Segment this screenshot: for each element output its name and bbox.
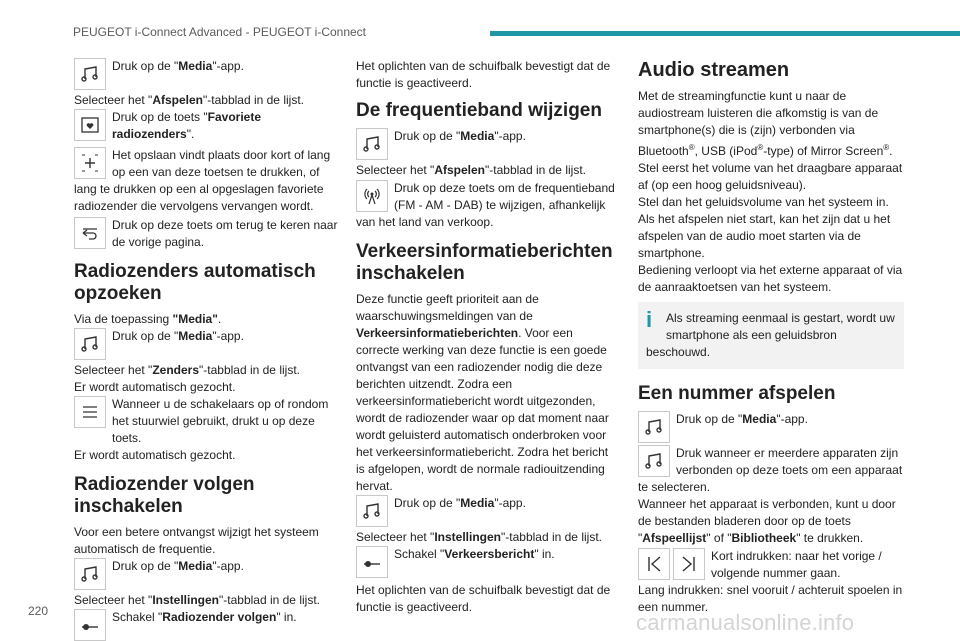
instruction-text: Er wordt automatisch gezocht. [74, 448, 236, 462]
instruction-text: Schakel "Verkeersbericht" in. [394, 547, 555, 561]
instruction-text: Bediening verloopt via het externe apparaat of via de aanraaktoetsen van het systeem. [638, 263, 903, 294]
list-icon[interactable] [74, 396, 106, 428]
instruction-text: Wanneer u de schakelaars op of rondom het stuurwiel gebruikt, drukt u op deze toets. [112, 397, 329, 445]
section-heading: Verkeersinformatieberichten inschakelen [356, 241, 613, 284]
section-heading: Een nummer afspelen [638, 383, 836, 404]
instruction-text: Lang indrukken: snel vooruit / achteruit spoelen in een nummer. [638, 583, 903, 614]
instruction-text: Druk op de toets "Favoriete radiozenders". [112, 110, 262, 141]
instruction-text: Als het afspelen niet start, kan het zijn dat u het afspelen van de audio moet starten via de smartphone. [638, 212, 891, 260]
instruction-text: Selecteer het "Instellingen"-tabblad in de lijst. [74, 593, 320, 607]
info-note [638, 302, 904, 369]
step-save [74, 147, 342, 215]
track-nav-buttons [638, 548, 705, 580]
section-heading: Radiozender volgen inschakelen [74, 474, 255, 517]
step-toggle [74, 609, 342, 641]
music-note-icon[interactable] [356, 495, 388, 527]
instruction-text: Met de streamingfunctie kunt u naar de audiostream luisteren die afkomstig is van de smartphone(s) die is (zijn) verbonden via Bluetooth®, USB (iPod®-type) of Mirror Screen®. [638, 89, 893, 158]
toggle-switch-icon[interactable] [74, 609, 106, 641]
instruction-text: Druk op deze toets om terug te keren naar de vorige pagina. [112, 218, 338, 249]
step-band [356, 180, 618, 231]
music-note-icon[interactable] [74, 328, 106, 360]
page-number: 220 [28, 604, 49, 618]
instruction-text: Deze functie geeft prioriteit aan de waarschuwingsmeldingen van de Verkeersinformatieberichten. Voor een correcte werking van deze functie is een goede ontvangst van een radiozender nodig die deze berichten uitzendt. Zodra een verkeersinformatiebericht wordt uitgezonden, wordt de radiozender waar op dat moment naar wordt geluisterd automatisch onderbroken voor het verkeersinformatiebericht. Zodra het bericht is afgelopen, wordt de normale radiouitzending hervat. [356, 292, 609, 493]
header-accent-bar [490, 31, 960, 36]
instruction-text: Stel eerst het volume van het draagbare apparaat af (op een hoog geluidsniveau). [638, 161, 903, 192]
step-back [74, 217, 342, 251]
step-toggle [356, 546, 618, 578]
note-text: Als streaming eenmaal is gestart, wordt uw smartphone als een geluidsbron beschouwd. [646, 311, 895, 359]
instruction-text: Druk op de "Media"-app. [112, 59, 244, 73]
section-heading: Radiozenders automatisch opzoeken [74, 261, 316, 304]
instruction-text: Selecteer het "Zenders"-tabblad in de lijst. [74, 363, 300, 377]
header-title: PEUGEOT i-Connect Advanced - PEUGEOT i-Connect [73, 25, 367, 39]
next-track-icon[interactable] [673, 548, 705, 580]
instruction-text: Selecteer het "Afspelen"-tabblad in de lijst. [356, 163, 586, 177]
instruction-text: Wanneer het apparaat is verbonden, kunt u door de bestanden bladeren door op de toets "Afspeellijst" of "Bibliotheek" te drukken. [638, 497, 896, 545]
previous-track-icon[interactable] [638, 548, 670, 580]
column-3 [638, 58, 904, 616]
heart-icon[interactable] [74, 109, 106, 141]
instruction-text: Via de toepassing "Media". [74, 312, 222, 326]
watermark: carmanualsonline.info [636, 610, 855, 635]
instruction-text: Druk op de "Media"-app. [112, 329, 244, 343]
step-track-nav [638, 548, 904, 582]
instruction-text: Stel dan het geluidsvolume van het systeem in. [638, 195, 889, 209]
music-note-icon[interactable] [74, 558, 106, 590]
step-media-app [638, 411, 904, 443]
instruction-text: Selecteer het "Instellingen"-tabblad in de lijst. [356, 530, 602, 544]
plus-icon[interactable] [74, 147, 106, 179]
toggle-switch-icon[interactable] [356, 546, 388, 578]
step-select-device [638, 445, 904, 496]
step-media-app [74, 58, 342, 90]
instruction-text: Het opslaan vindt plaats door kort of lang op een van deze toetsen te drukken, of lang te drukken op een al opgeslagen favoriete radiozender die vervolgens vervangen wordt. [74, 148, 331, 213]
instruction-text: Het oplichten van de schuifbalk bevestigt dat de functie is geactiveerd. [356, 583, 611, 614]
music-note-icon[interactable] [638, 445, 670, 477]
section-heading: De frequentieband wijzigen [356, 100, 602, 121]
music-note-icon[interactable] [638, 411, 670, 443]
step-favorites [74, 109, 342, 143]
info-icon: i [646, 307, 653, 332]
step-media-app [356, 495, 618, 527]
step-media-app [74, 558, 342, 590]
instruction-text: Druk op deze toets om de frequentieband (FM - AM - DAB) te wijzigen, afhankelijk van het land van verkoop. [356, 181, 615, 229]
music-note-icon[interactable] [74, 58, 106, 90]
step-list [74, 396, 342, 447]
instruction-text: Druk wanneer er meerdere apparaten zijn verbonden op deze toets om een apparaat te selecteren. [638, 446, 903, 494]
instruction-text: Kort indrukken: naar het vorige / volgende nummer gaan. [711, 549, 882, 580]
instruction-text: Druk op de "Media"-app. [112, 559, 244, 573]
instruction-text: Selecteer het "Afspelen"-tabblad in de lijst. [74, 93, 304, 107]
music-note-icon[interactable] [356, 128, 388, 160]
instruction-text: Voor een betere ontvangst wijzigt het systeem automatisch de frequentie. [74, 525, 319, 556]
back-arrow-icon[interactable] [74, 217, 106, 249]
instruction-text: Druk op de "Media"-app. [394, 129, 526, 143]
column-2 [356, 58, 618, 616]
instruction-text: Schakel "Radiozender volgen" in. [112, 610, 297, 624]
section-heading: Audio streamen [638, 59, 790, 81]
instruction-text: Druk op de "Media"-app. [676, 412, 808, 426]
instruction-text: Het oplichten van de schuifbalk bevestigt dat de functie is geactiveerd. [356, 59, 611, 90]
step-media-app [74, 328, 342, 360]
column-1 [74, 58, 342, 641]
radio-antenna-icon[interactable] [356, 180, 388, 212]
instruction-text: Druk op de "Media"-app. [394, 496, 526, 510]
instruction-text: Er wordt automatisch gezocht. [74, 380, 236, 394]
step-media-app [356, 128, 618, 160]
